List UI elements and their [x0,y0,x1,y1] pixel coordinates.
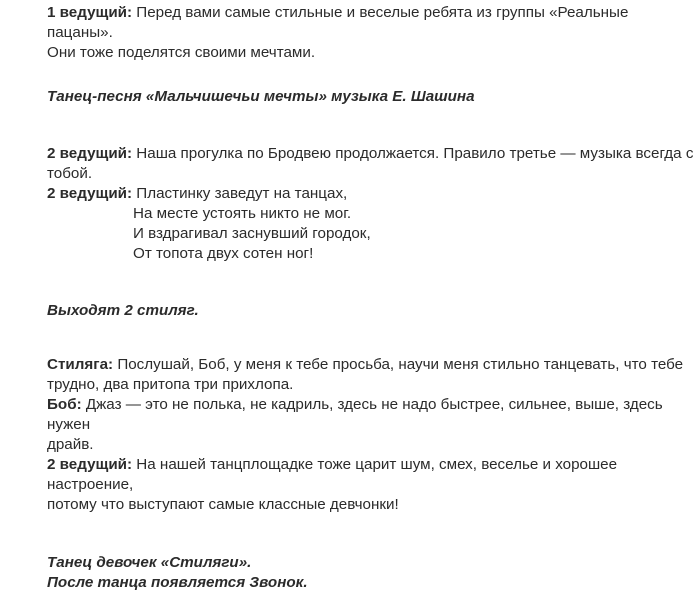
stage-direction-stilyagi-enter: Выходят 2 стиляг. [47,302,199,319]
dialogue-text: На нашей танцплощадке тоже царит шум, смех, веселье и хорошее настроение, [47,456,618,493]
text-line [47,144,697,164]
dialogue-host2-rule [47,144,697,184]
text-line: потому что выступают самые классные девчонки! [47,496,399,513]
speaker-label: 2 ведущий: [47,145,133,162]
text-line [47,395,697,435]
text-line [47,455,697,495]
poem-line: От топота двух сотен ног! [133,245,314,262]
dialogue-host1-intro [47,3,697,63]
speaker-label: Боб: [47,396,82,413]
dialogue-text: Джаз — это не полька, не кадриль, здесь не надо быстрее, сильнее, выше, здесь нужен [47,396,663,433]
speaker-label: 2 ведущий: [47,185,133,202]
text-line [47,3,697,43]
dialogue-text: Наша прогулка по Бродвею продолжается. Правило третье — музыка всегда с [132,145,694,162]
stage-direction-song: Танец-песня «Мальчишечьи мечты» музыка Е. Шашина [47,88,475,105]
text-line [47,355,697,375]
poem-line: И вздрагивал заснувший городок, [133,225,371,242]
text-line: драйв. [47,436,94,453]
stage-direction-girls-dance: Танец девочек «Стиляги». [47,554,252,571]
text-line: Они тоже поделятся своими мечтами. [47,44,316,61]
dialogue-host2-girls [47,455,697,515]
poem-line: На месте устоять никто не мог. [133,205,352,222]
text-line [47,184,697,204]
dialogue-bob [47,395,697,455]
dialogue-text: Пластинку заведут на танцах, [132,185,348,202]
dialogue-text: Послушай, Боб, у меня к тебе просьба, научи меня стильно танцевать, что тебе [113,356,684,373]
dialogue-host2-poem [47,184,697,264]
speaker-label: 1 ведущий: [47,4,133,21]
speaker-label: Стиляга: [47,356,114,373]
text-line: тобой. [47,165,93,182]
text-line: трудно, два притопа три прихлопа. [47,376,294,393]
dialogue-stilyaga [47,355,697,395]
speaker-label: 2 ведущий: [47,456,133,473]
script-document [47,3,697,593]
stage-direction-bell-appears: После танца появляется Звонок. [47,574,308,591]
dialogue-text: Перед вами самые стильные и веселые ребята из группы «Реальные пацаны». [47,4,629,41]
